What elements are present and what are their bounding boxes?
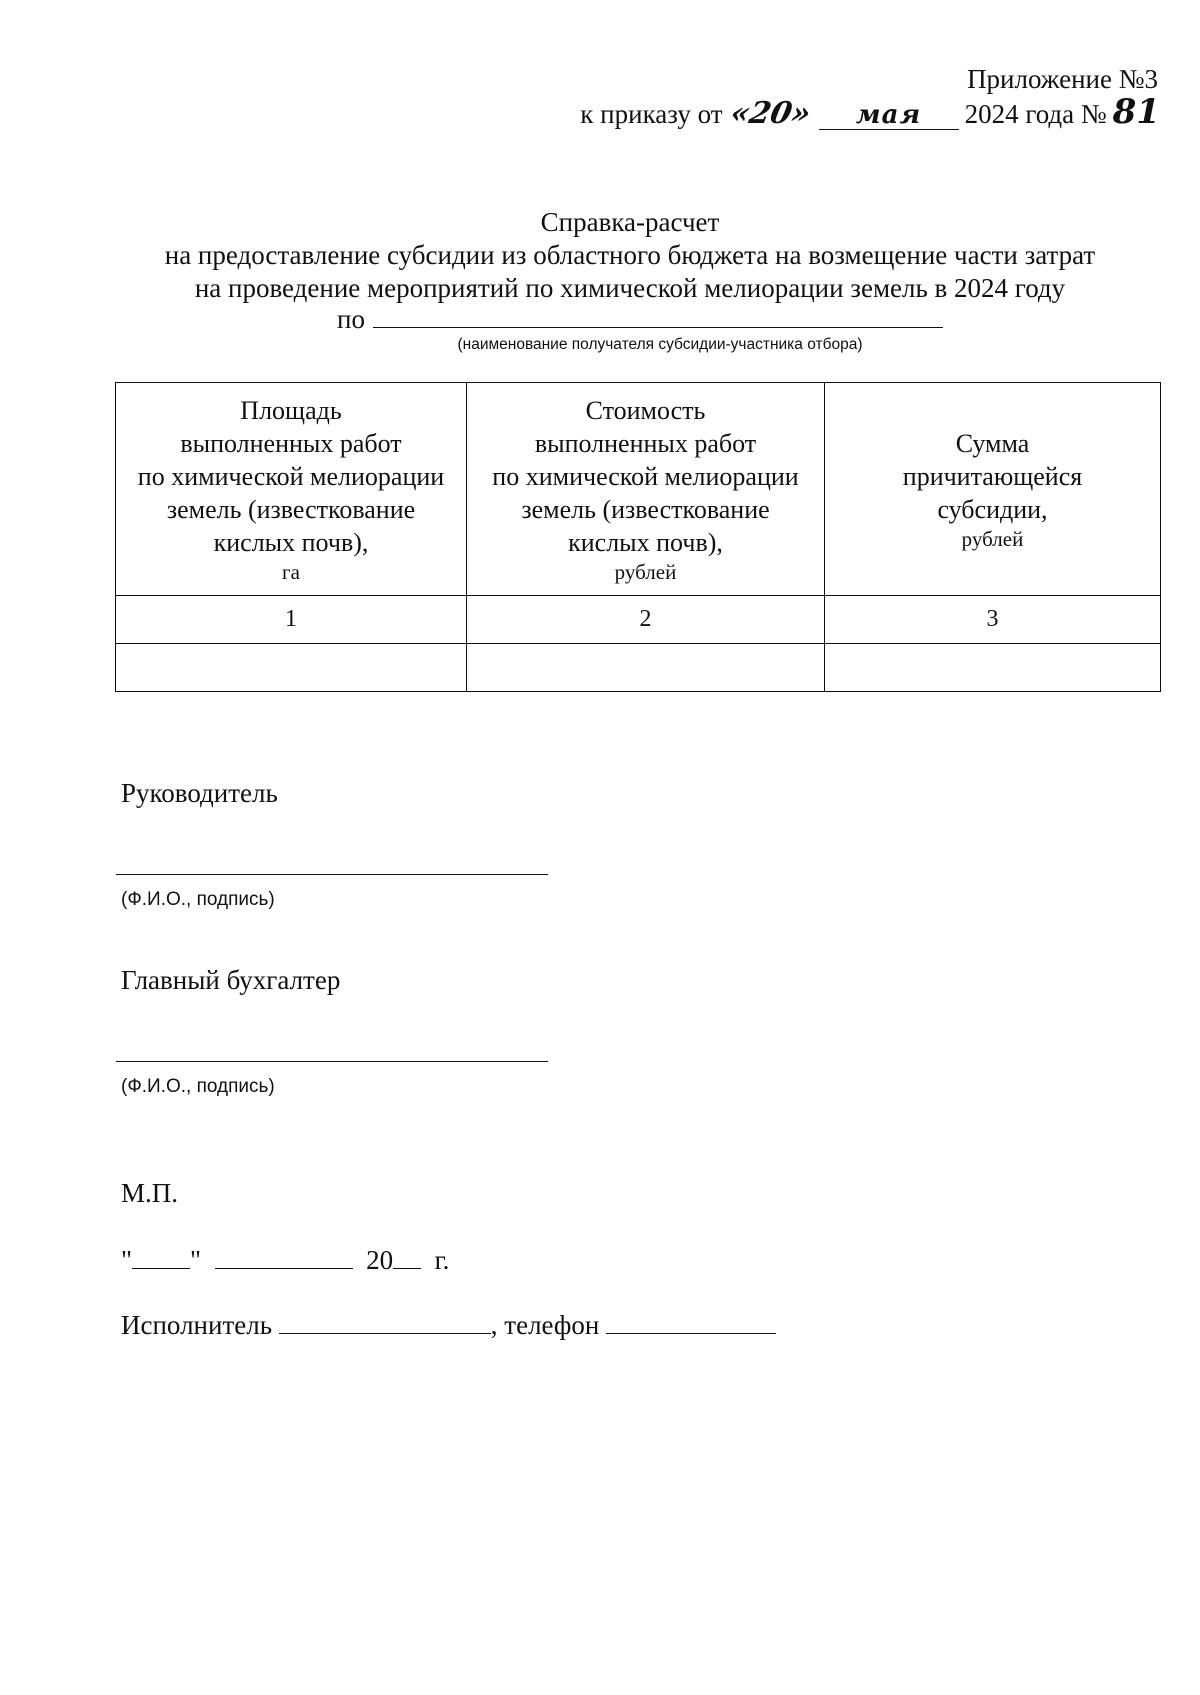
- header-cost-line: по химической мелиорации: [492, 461, 799, 491]
- date-suffix: г.: [434, 1245, 450, 1275]
- area-value-cell[interactable]: [116, 644, 467, 692]
- header-area-line: Площадь: [240, 395, 342, 425]
- title-line-2: на предоставление субсидии из областного бюджета на возмещение части затрат: [164, 240, 1096, 270]
- column-number: 2: [467, 596, 825, 644]
- header-area-line: по химической мелиорации: [137, 461, 445, 491]
- header-cell-area: [116, 383, 467, 596]
- header-cost-line: выполненных работ: [534, 428, 757, 458]
- accountant-signature-line[interactable]: [116, 1061, 548, 1062]
- header-area-unit: га: [282, 559, 300, 584]
- date-line: [121, 1245, 449, 1276]
- header-cost-line: кислых почв),: [568, 527, 723, 557]
- head-label: Руководитель: [121, 778, 278, 808]
- header-subsidy-line: причитающейся: [902, 461, 1083, 491]
- recipient-caption: (наименование получателя субсидии-участника отбора): [457, 336, 863, 353]
- date-century: 20: [366, 1245, 394, 1275]
- head-signature-line[interactable]: [116, 874, 548, 875]
- handwritten-order-number: 81: [1112, 92, 1160, 132]
- header-cell-subsidy: [825, 383, 1161, 596]
- header-cell-cost: [467, 383, 825, 596]
- header-cost-line: Стоимость: [585, 395, 706, 425]
- handwritten-order-day: «20»: [727, 96, 815, 131]
- chief-accountant-label: Главный бухгалтер: [121, 965, 341, 995]
- order-prefix: к приказу от: [580, 99, 723, 129]
- stamp-place-label: М.П.: [121, 1178, 179, 1208]
- header-area-line: выполненных работ: [180, 428, 402, 458]
- po-label: по: [337, 304, 365, 334]
- executor-line: [121, 1310, 776, 1341]
- phone-field[interactable]: [606, 1311, 776, 1334]
- title-line-3: на проведение мероприятий по химической мелиорации земель в 2024 году: [194, 273, 1066, 303]
- column-number: 1: [116, 596, 467, 644]
- recipient-name-field[interactable]: [373, 303, 943, 328]
- title-line-1: Справка-расчет: [540, 207, 720, 237]
- header-subsidy-line: субсидии,: [937, 494, 1048, 524]
- head-signature-caption: (Ф.И.О., подпись): [121, 889, 275, 910]
- recipient-line: [337, 303, 943, 335]
- document-title: [100, 206, 1160, 305]
- order-reference: [580, 92, 1160, 132]
- date-quote-open: ": [121, 1245, 133, 1275]
- accountant-signature-caption: (Ф.И.О., подпись): [121, 1076, 275, 1097]
- date-quote-close: ": [190, 1245, 202, 1275]
- date-day-field[interactable]: [132, 1246, 190, 1269]
- table-data-row: [116, 644, 1161, 692]
- order-month-field: [819, 100, 959, 130]
- header-area-line: кислых почв),: [213, 527, 369, 557]
- subsidy-value-cell[interactable]: [825, 644, 1161, 692]
- appendix-label: Приложение №3: [967, 64, 1158, 94]
- handwritten-order-month: мая: [855, 100, 922, 130]
- executor-name-field[interactable]: [279, 1311, 491, 1334]
- order-year: 2024 года №: [964, 99, 1107, 129]
- table-header-row: [116, 383, 1161, 596]
- cost-value-cell[interactable]: [467, 644, 825, 692]
- date-month-field[interactable]: [215, 1246, 353, 1269]
- table-column-numbers-row: [116, 596, 1161, 644]
- header-subsidy-unit: рублей: [961, 526, 1024, 551]
- executor-label: Исполнитель: [121, 1310, 273, 1340]
- header-cost-line: земель (известкование: [521, 494, 770, 524]
- header-subsidy-line: Сумма: [955, 428, 1030, 458]
- subsidy-calculation-table: [115, 382, 1161, 692]
- phone-label: , телефон: [490, 1310, 600, 1340]
- header-cost-unit: рублей: [614, 559, 677, 584]
- date-year-field[interactable]: [393, 1246, 421, 1269]
- column-number: 3: [825, 596, 1161, 644]
- header-area-line: земель (известкование: [166, 494, 416, 524]
